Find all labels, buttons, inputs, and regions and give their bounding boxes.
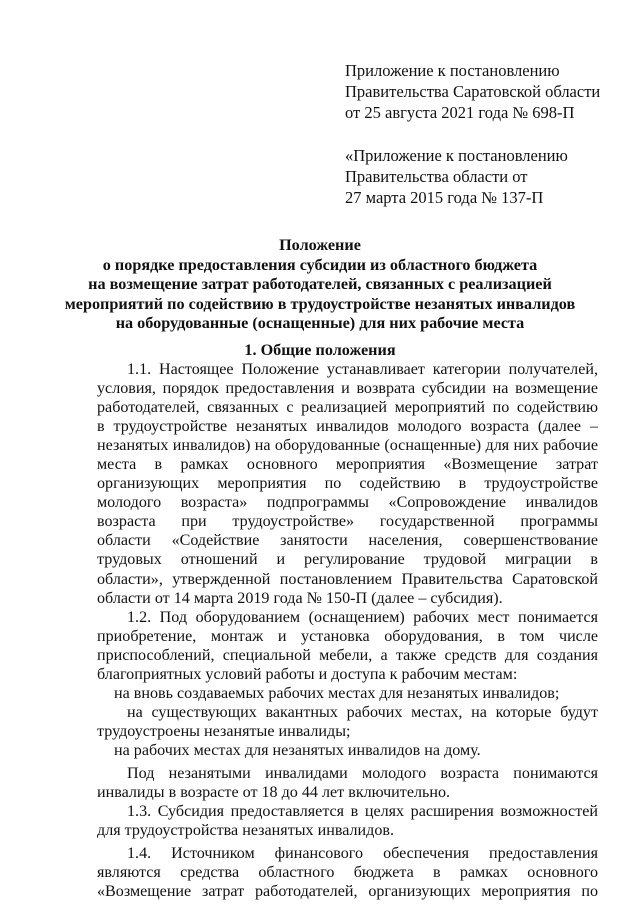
body-line: организующих мероприятия по содействию в трудоустройстве <box>97 475 598 493</box>
body-line: приспособлений, специальной мебели, а также средств для создания <box>97 646 598 664</box>
section-heading: 1. Общие положения <box>244 341 396 359</box>
body-line: трудоустроены незанятые инвалиды; <box>97 722 351 740</box>
body-line: являются средства областного бюджета в рамках основного <box>97 864 598 882</box>
body-line: 1.3. Субсидия предоставляется в целях расширения возможностей <box>127 803 598 821</box>
body-line: на существующих вакантных рабочих местах, на которые будут <box>127 703 598 721</box>
appendix-line: 27 марта 2015 года № 137-П <box>345 188 544 207</box>
body-line: работодателей, связанных с реализацией мероприятий по содействию <box>97 399 598 417</box>
body-line: на вновь создаваемых рабочих местах для незанятых инвалидов; <box>114 684 560 702</box>
document-title <box>0 236 640 334</box>
body-line: благоприятных условий работы и доступа к рабочим местам: <box>97 665 518 683</box>
body-line: приобретение, монтаж и установка оборудования, в том числе <box>97 627 598 645</box>
body-line: в трудоустройстве незанятых инвалидов молодого возраста (далее – <box>97 418 598 436</box>
appendix-line: Приложение к постановлению <box>345 61 560 80</box>
title-line: о порядке предоставления субсидии из областного бюджета <box>102 255 538 274</box>
body-line: области», утвержденной постановлением Правительства Саратовской <box>97 570 598 588</box>
body-line: возраста при трудоустройстве» государственной программы <box>97 513 598 531</box>
body-line: трудовых отношений и регулирование трудовой миграции в <box>97 551 598 569</box>
body-line: для трудоустройства незанятых инвалидов. <box>97 822 395 840</box>
appendix-line: «Приложение к постановлению <box>345 146 568 165</box>
title-line: Положение <box>279 236 361 254</box>
body-line: 1.1. Настоящее Положение устанавливает категории получателей, <box>127 361 598 378</box>
body-line: 1.4. Источником финансового обеспечения предоставления <box>127 845 598 863</box>
body-line: области «Содействие занятости населения, совершенствование <box>97 532 598 550</box>
appendix-stamp-original <box>345 145 568 208</box>
body-line: области от 14 марта 2019 года № 150-П (далее – субсидия). <box>97 589 503 607</box>
appendix-line: Правительства Саратовской области <box>345 82 601 101</box>
title-line: на возмещение затрат работодателей, связанных с реализацией <box>88 275 552 294</box>
body-line: «Возмещение затрат работодателей, организующих мероприятия по <box>97 883 598 901</box>
appendix-line: от 25 августа 2021 года № 698-П <box>345 103 575 122</box>
body-line: на рабочих местах для незанятых инвалидов на дому. <box>114 741 481 759</box>
body-line: Под незанятыми инвалидами молодого возраста понимаются <box>127 764 598 782</box>
body-line: условия, порядок предоставления и возврата субсидии на возмещение <box>97 380 598 398</box>
title-line: на оборудованные (оснащенные) для них рабочие места <box>115 314 525 333</box>
document-body <box>97 360 598 901</box>
body-line: 1.2. Под оборудованием (оснащением) рабочих мест понимается <box>127 608 598 626</box>
appendix-stamp-current <box>345 60 600 123</box>
body-line: молодого возраста» подпрограммы «Сопровождение инвалидов <box>97 494 598 512</box>
body-line: незанятых инвалидов) на оборудованные (оснащенные) для них рабочие <box>97 437 598 455</box>
body-line: места в рамках основного мероприятия «Возмещение затрат <box>97 456 598 474</box>
body-line: инвалиды в возрасте от 18 до 44 лет включительно. <box>97 784 451 802</box>
title-line: мероприятий по содействию в трудоустройстве незанятых инвалидов <box>64 294 576 313</box>
appendix-line: Правительства области от <box>345 167 528 186</box>
